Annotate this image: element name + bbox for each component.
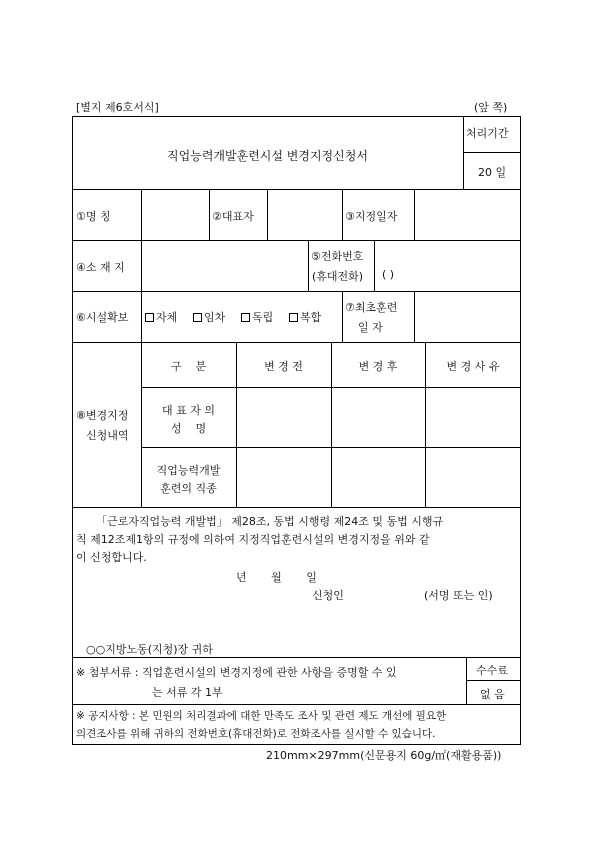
fee-label: 수수료 (476, 664, 508, 677)
checkbox-icon (145, 313, 154, 322)
declaration-line-2: 칙 제12조제1항의 규정에 의하여 지정직업훈련시설의 변경지정을 위와 같 (76, 533, 430, 546)
row-rep-sublabel: 성 명 (170, 422, 207, 435)
facility-option-mixed[interactable]: 복합 (289, 309, 321, 325)
vline-r2-a (141, 240, 142, 291)
facility-option-independent[interactable]: 독립 (241, 309, 273, 325)
vline-r3-c (414, 291, 415, 342)
signature-label: (서명 또는 인) (424, 589, 493, 602)
facility-option-lease[interactable]: 임차 (193, 309, 225, 325)
declaration-line-1: 「근로자직업능력 개발법」 제28조, 동법 시행령 제24조 및 동법 시행규 (96, 515, 444, 528)
notice-line-2: 의견조사를 위해 귀하의 전화번호(휴대전화)로 전화조사를 실시할 수 있습니다. (76, 728, 436, 740)
checkbox-icon (289, 313, 298, 322)
header-after: 변 경 후 (358, 360, 398, 373)
addressee: ○○지방노동(지청)장 귀하 (86, 643, 213, 656)
rule-row2 (72, 291, 521, 292)
attachments-line-2: 는 서류 각 1부 (152, 686, 223, 699)
header-before: 변 경 전 (264, 360, 303, 373)
name-label: ①명 칭 (76, 210, 111, 223)
mobile-label: (휴대전화) (312, 270, 364, 283)
header-reason: 변 경 사 유 (446, 360, 500, 373)
checkbox-icon (193, 313, 202, 322)
vline-r3-a (141, 291, 142, 342)
fee-value: 없 음 (480, 688, 505, 701)
vline-r2-c (374, 240, 375, 291)
notice-line-1: ※ 공지사항 : 본 민원의 처리결과에 대한 만족도 조사 및 관련 제도 개선에 필요한 (76, 710, 447, 722)
processing-label: 처리기간 (466, 127, 509, 140)
first-training-date-label: 일 자 (358, 321, 383, 334)
page-side: (앞 쪽) (474, 101, 508, 114)
form-title: 직업능력개발훈련시설 변경지정신청서 (167, 149, 368, 163)
rule-table-bottom (72, 507, 521, 508)
rule-attachments-bottom (72, 704, 521, 705)
processing-days: 20 일 (478, 166, 507, 179)
vline-r1-b (209, 189, 210, 240)
vline-r1-c (267, 189, 268, 240)
change-section-label: ⑧변경지정 (76, 409, 129, 422)
change-section-sublabel: 신청내역 (86, 429, 129, 442)
header-category: 구 분 (170, 360, 207, 373)
phone-label: ⑤전화번호 (311, 250, 364, 263)
attachments-line-1: ※ 첨부서류 : 직업훈련시설의 변경지정에 관한 사항을 증명할 수 있 (76, 666, 397, 679)
vline-fee (466, 657, 467, 704)
form-number: [별지 제6호서식] (76, 101, 159, 114)
rule-title-bottom (72, 189, 521, 190)
vline-r1-a (141, 189, 142, 240)
vline-r3-b (342, 291, 343, 342)
vline-r2-b (308, 240, 309, 291)
checkbox-icon (241, 313, 250, 322)
rule-row3 (72, 342, 521, 343)
applicant-label: 신청인 (312, 589, 344, 602)
representative-label: ②대표자 (212, 210, 254, 223)
first-training-label: ⑦최초훈련 (345, 301, 398, 314)
address-label: ④소 재 지 (76, 261, 125, 274)
designation-date-label: ③지정일자 (345, 210, 398, 223)
row-rep-label: 대 표 자 의 (162, 404, 215, 417)
row-trade-sublabel: 훈련의 직종 (160, 482, 217, 495)
paper-spec: 210mm×297mm(신문용지 60g/㎡(재활용품)) (266, 749, 502, 762)
rule-processing (463, 152, 521, 153)
rule-fee (466, 680, 521, 681)
date-line: 년 월 일 (236, 571, 317, 584)
vline-processing (463, 116, 464, 189)
rule-declaration-bottom (72, 657, 521, 658)
rule-row1 (72, 240, 521, 241)
declaration-line-3: 이 신청합니다. (76, 551, 147, 564)
row-trade-label: 직업능력개발 (156, 464, 221, 477)
vline-r1-d (342, 189, 343, 240)
facility-label: ⑥시설확보 (76, 311, 129, 324)
vline-r1-e (414, 189, 415, 240)
phone-input[interactable]: ( ) (382, 268, 395, 281)
facility-option-own[interactable]: 자체 (145, 309, 177, 325)
